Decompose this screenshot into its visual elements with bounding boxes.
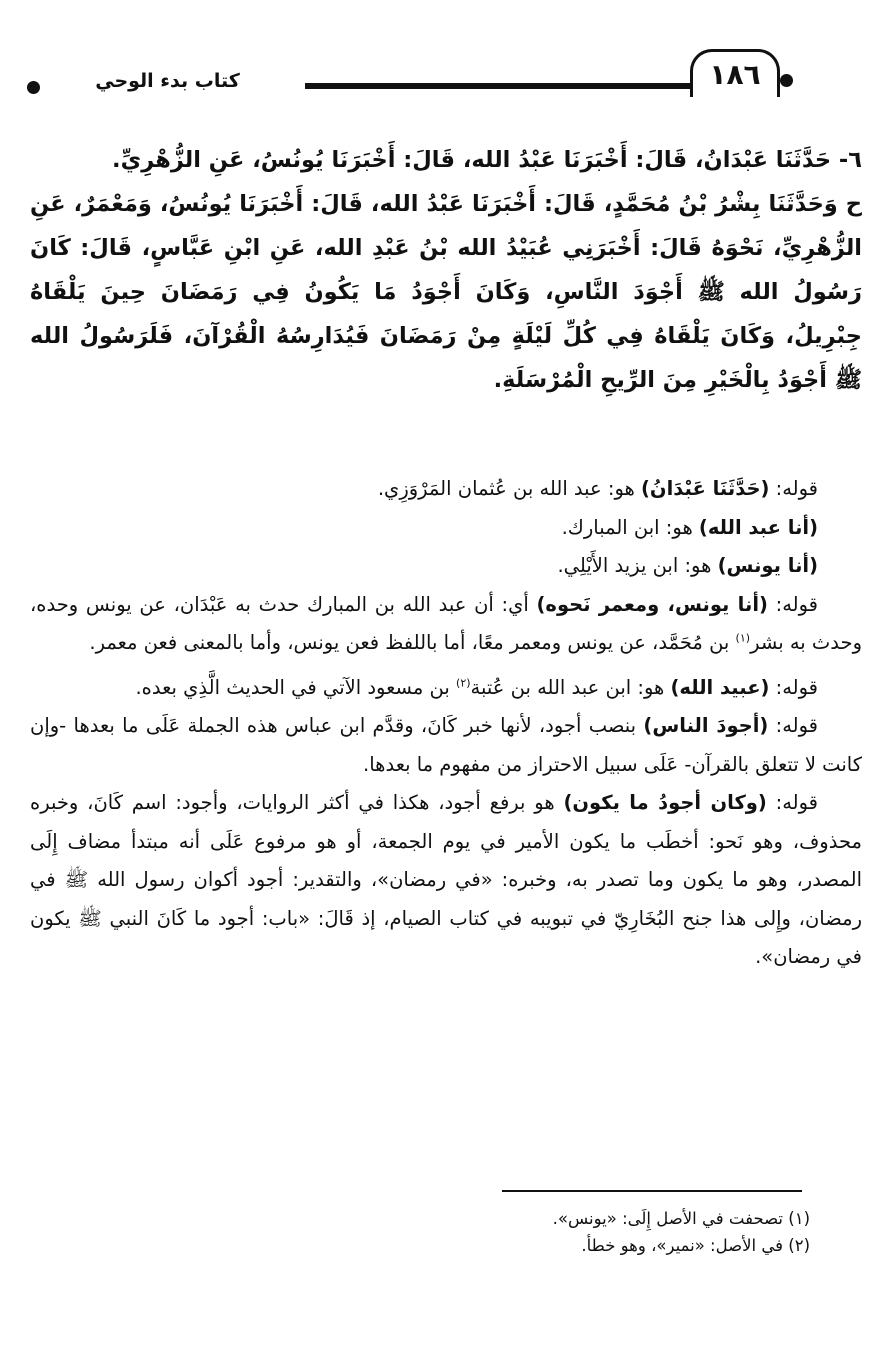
footnote: (٢) في الأصل: «نمير»، وهو خطأ. [581, 1236, 810, 1255]
commentary-paragraph: (أنا يونس) هو: ابن يزيد الأَيْلِي. [557, 554, 818, 577]
commentary [30, 470, 862, 977]
hadith-text [30, 138, 862, 402]
header-rule [305, 83, 700, 89]
footnotes [300, 1205, 810, 1259]
commentary-heading: (أجودَ الناس) [643, 714, 769, 737]
commentary-paragraph: (أنا عبد الله) هو: ابن المبارك. [561, 515, 818, 539]
page-number: ١٨٦ [690, 49, 780, 97]
commentary-heading: (وكان أجودُ ما يكون) [563, 791, 767, 814]
commentary-heading: (أنا يونس) [717, 554, 818, 577]
commentary-paragraph: قوله: (عبيد الله) هو: ابن عبد الله بن عُتبة$^{(٢)}$ بن مسعود الآتي في الحديث الَّذِي بعده. [135, 675, 818, 699]
footnote-ref[interactable]: (١) [735, 631, 751, 645]
commentary-paragraph: قوله: (حَدَّثَنَا عَبْدَانُ) هو: عبد الله بن عُثمان المَرْوَزِي. [377, 477, 818, 500]
commentary-heading: (عبيد الله) [670, 675, 770, 699]
commentary-heading: (حَدَّثَنَا عَبْدَانُ) [641, 477, 770, 500]
hadith-line: ٦- حَدَّثَنَا عَبْدَانُ، قَالَ: أَخْبَرَنَا عَبْدُ الله، قَالَ: أَخْبَرَنَا يُونُسُ، عَنِ الزُّهْرِيِّ. [112, 147, 862, 173]
footnote-rule [502, 1190, 802, 1192]
header-dot-right [780, 74, 793, 87]
footnote-ref[interactable]: (٢) [456, 676, 471, 689]
hadith-line: ح وَحَدَّثَنَا بِشْرُ بْنُ مُحَمَّدٍ، قَالَ: أَخْبَرَنَا عَبْدُ الله، قَالَ: أَخْبَرَنَا يُونُسُ، وَمَعْمَرٌ، عَنِ الزُّهْرِيِّ، نَحْوَهُ قَالَ: أَخْبَرَنِي عُبَيْدُ الله بْنُ عَبْدِ الله، عَنِ ابْنِ عَبَّاسٍ، قَالَ: كَانَ رَسُولُ الله ﷺ أَجْوَدَ النَّاسِ، وَكَانَ أَجْوَدُ مَا يَكُونُ فِي رَمَضَانَ حِينَ يَلْقَاهُ جِبْرِيلُ، وَكَانَ يَلْقَاهُ فِي كُلِّ لَيْلَةٍ مِنْ رَمَضَانَ فَيُدَارِسُهُ الْقُرْآنَ، فَلَرَسُولُ الله ﷺ أَجْوَدُ بِالْخَيْرِ مِنَ الرِّيحِ الْمُرْسَلَةِ. [30, 191, 862, 393]
running-title: كتاب بدء الوحي [95, 70, 240, 92]
commentary-paragraph: قوله: (أجودَ الناس) بنصب أجود، لأنها خبر كَانَ، وقدَّم ابن عباس هذه الجملة عَلَى ما بعدها -وإن كانت لا تتعلق بالقرآن- عَلَى سبيل الاحتراز من مفهوم ما بعدها. [30, 714, 862, 776]
commentary-paragraph: قوله: (أنا يونس، ومعمر نَحوه) أي: أن عبد الله بن المبارك حدث به عَبْدَان، عن يونس وحده، وحدث به بشر$^{(١)}$ بن مُحَمَّد، عن يونس ومعمر معًا، أما باللفظ فعن يونس، وأما بالمعنى فعن معمر. [30, 592, 862, 654]
commentary-heading: (أنا عبد الله) [698, 515, 818, 539]
commentary-heading: (أنا يونس، ومعمر نَحوه) [536, 592, 768, 616]
footnote: (١) تصحفت في الأصل إِلَى: «يونس». [552, 1209, 810, 1228]
header-dot-left [27, 81, 40, 94]
commentary-paragraph: قوله: (وكان أجودُ ما يكون) هو برفع أجود، هكذا في أكثر الروايات، وأجود: اسم كَانَ، وخبره محذوف، وهو نَحو: أخطَب ما يكون الأمير في يوم الجمعة، أو هو مرفوع عَلَى أنه مبتدأ مضاف إِلَى المصدر، وهو ما يكون وما تصدر به، وخبره: «في رمضان»، والتقدير: أجود أكوان رسول الله ﷺ في رمضان، وإِلى هذا جنح البُخَارِيّ في تبويبه في كتاب الصيام، إذ قَالَ: «باب: أجود ما كَانَ النبي ﷺ يكون في رمضان». [30, 791, 862, 968]
